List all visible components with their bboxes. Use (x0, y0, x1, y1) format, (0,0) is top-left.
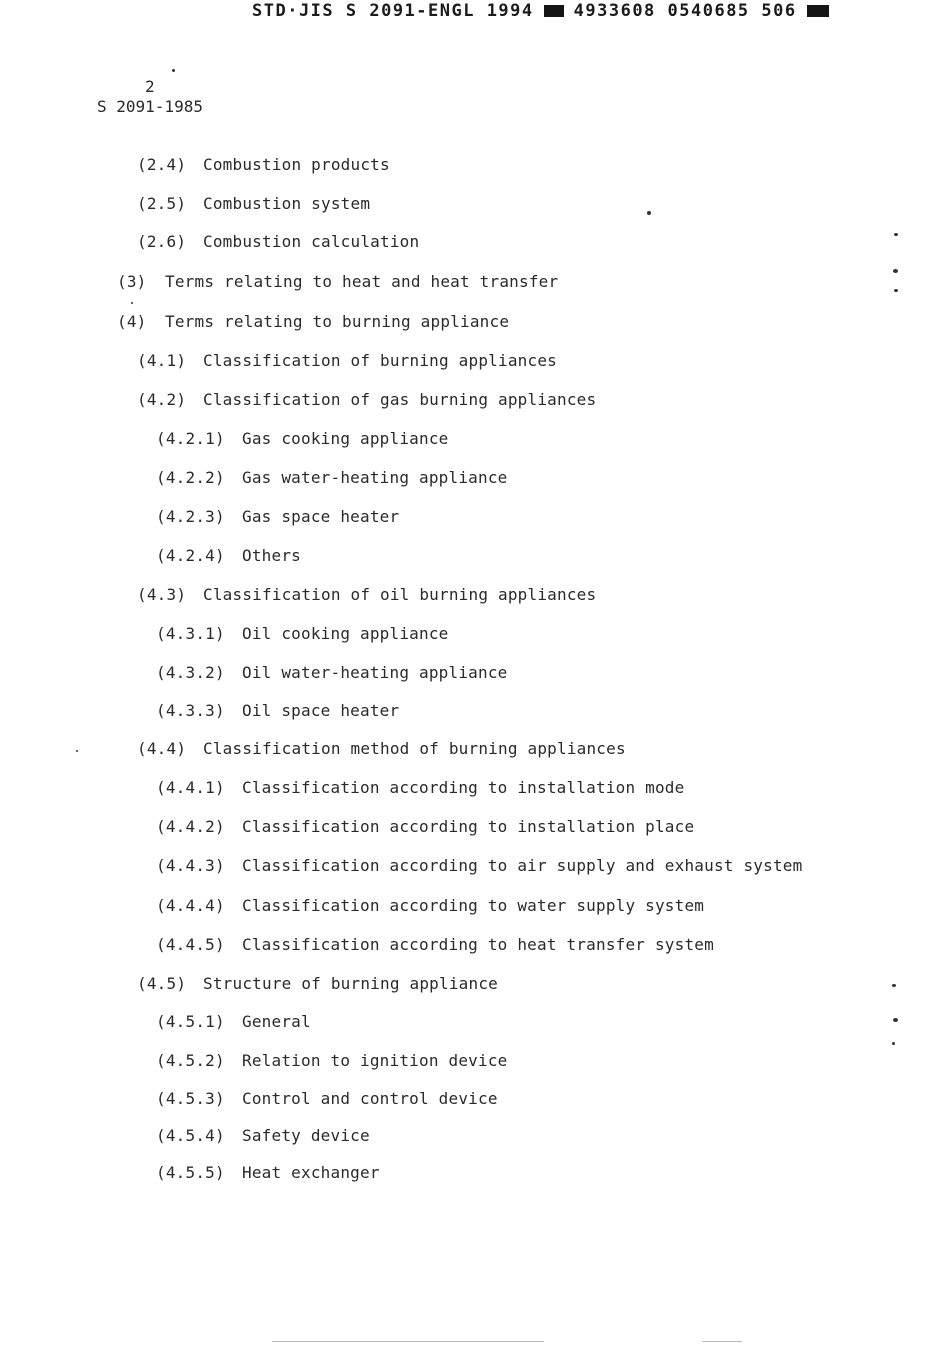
toc-entry-number: (3) (117, 272, 147, 291)
toc-entry-number: (4.5.5) (156, 1163, 225, 1182)
scan-speck (76, 750, 78, 752)
toc-entry-number: (2.4) (137, 155, 187, 174)
toc-entry (156, 624, 449, 643)
toc-entry-text: Classification according to water supply system (242, 896, 705, 915)
scan-speck (892, 1042, 895, 1045)
scan-speck (172, 69, 175, 72)
toc-entry-number: (4.5.3) (156, 1089, 225, 1108)
toc-entry-text: Terms relating to burning appliance (165, 312, 510, 331)
toc-entry-number: (4.4.2) (156, 817, 225, 836)
toc-entry (137, 194, 370, 213)
toc-entry-number: (4.4.1) (156, 778, 225, 797)
toc-entry-text: Combustion calculation (203, 232, 420, 251)
scan-speck (894, 233, 898, 236)
toc-entry-text: General (242, 1012, 311, 1031)
toc-entry-text: Terms relating to heat and heat transfer (165, 272, 559, 291)
toc-entry (156, 468, 508, 487)
toc-entry-text: Structure of burning appliance (203, 974, 498, 993)
toc-entry (137, 739, 626, 758)
scan-speck (893, 1018, 898, 1022)
toc-entry-number: (4.4.3) (156, 856, 225, 875)
toc-entry (156, 429, 449, 448)
scan-speck (892, 984, 896, 987)
toc-entry-number: (4.5.1) (156, 1012, 225, 1031)
toc-entry (117, 312, 509, 331)
toc-entry-number: (4.2.2) (156, 468, 225, 487)
toc-entry-number: (4.5.2) (156, 1051, 225, 1070)
toc-entry-number: (4.2.4) (156, 546, 225, 565)
scan-speck (647, 211, 651, 215)
toc-entry-number: (4.5) (137, 974, 187, 993)
toc-entry-text: Classification of burning appliances (203, 351, 557, 370)
toc-entry-number: (4.4.4) (156, 896, 225, 915)
toc-entry (156, 778, 684, 797)
toc-entry (137, 390, 596, 409)
toc-entry-number: (4.2.3) (156, 507, 225, 526)
toc-entry (137, 155, 390, 174)
toc-entry-text: Classification of oil burning appliances (203, 585, 597, 604)
page-number: 2 (145, 77, 155, 96)
toc-entry-text: Relation to ignition device (242, 1051, 508, 1070)
toc-entry-text: Combustion products (203, 155, 390, 174)
toc-entry-text: Classification according to installation place (242, 817, 695, 836)
toc-entry (156, 507, 399, 526)
toc-entry-number: (4.3.2) (156, 663, 225, 682)
toc-entry-text: Oil cooking appliance (242, 624, 449, 643)
toc-entry-number: (4.4.5) (156, 935, 225, 954)
toc-entry (117, 272, 558, 291)
scan-speck (131, 302, 133, 304)
toc-entry-text: Classification of gas burning appliances (203, 390, 597, 409)
toc-entry-number: (4.3.1) (156, 624, 225, 643)
toc-entry-text: Gas cooking appliance (242, 429, 449, 448)
toc-entry-text: Oil space heater (242, 701, 400, 720)
toc-entry-text: Others (242, 546, 301, 565)
footer-rule-short (702, 1341, 742, 1342)
toc-entry (156, 817, 694, 836)
footer-rule (272, 1341, 544, 1342)
toc-entry-number: (4) (117, 312, 147, 331)
toc-entry (156, 546, 301, 565)
document-id: S 2091-1985 (97, 97, 203, 116)
header-serial: 4933608 0540685 506 (573, 1, 797, 21)
toc-entry-text: Classification according to heat transfer system (242, 935, 714, 954)
toc-entry (156, 701, 399, 720)
toc-entry (156, 1051, 508, 1070)
toc-entry-number: (4.4) (137, 739, 187, 758)
toc-entry-text: Gas water-heating appliance (242, 468, 508, 487)
toc-entry-text: Combustion system (203, 194, 371, 213)
toc-entry-text: Gas space heater (242, 507, 400, 526)
toc-entry-number: (4.1) (137, 351, 187, 370)
toc-entry (137, 232, 419, 251)
toc-entry-number: (4.2.1) (156, 429, 225, 448)
header-std-code: STD·JIS S 2091-ENGL 1994 (252, 1, 534, 21)
toc-entry (156, 1089, 498, 1108)
toc-entry-text: Heat exchanger (242, 1163, 380, 1182)
toc-entry-text: Oil water-heating appliance (242, 663, 508, 682)
toc-entry-number: (2.5) (137, 194, 187, 213)
toc-entry (156, 896, 704, 915)
toc-entry-text: Classification according to installation mode (242, 778, 685, 797)
toc-entry-number: (4.5.4) (156, 1126, 225, 1145)
toc-entry-text: Safety device (242, 1126, 370, 1145)
toc-entry-number: (4.3.3) (156, 701, 225, 720)
toc-entry (156, 1012, 311, 1031)
scan-speck (894, 289, 898, 292)
toc-entry-number: (2.6) (137, 232, 187, 251)
toc-entry (156, 1126, 370, 1145)
toc-entry (137, 351, 557, 370)
toc-entry-text: Classification method of burning appliances (203, 739, 626, 758)
scan-speck (893, 269, 898, 273)
toc-entry-text: Classification according to air supply and exhaust system (242, 856, 803, 875)
toc-entry-number: (4.3) (137, 585, 187, 604)
toc-entry (156, 856, 802, 875)
toc-entry (156, 1163, 380, 1182)
toc-entry-text: Control and control device (242, 1089, 498, 1108)
toc-entry (137, 974, 498, 993)
toc-entry (156, 935, 714, 954)
toc-entry (137, 585, 596, 604)
toc-entry (156, 663, 508, 682)
toc-entry-number: (4.2) (137, 390, 187, 409)
